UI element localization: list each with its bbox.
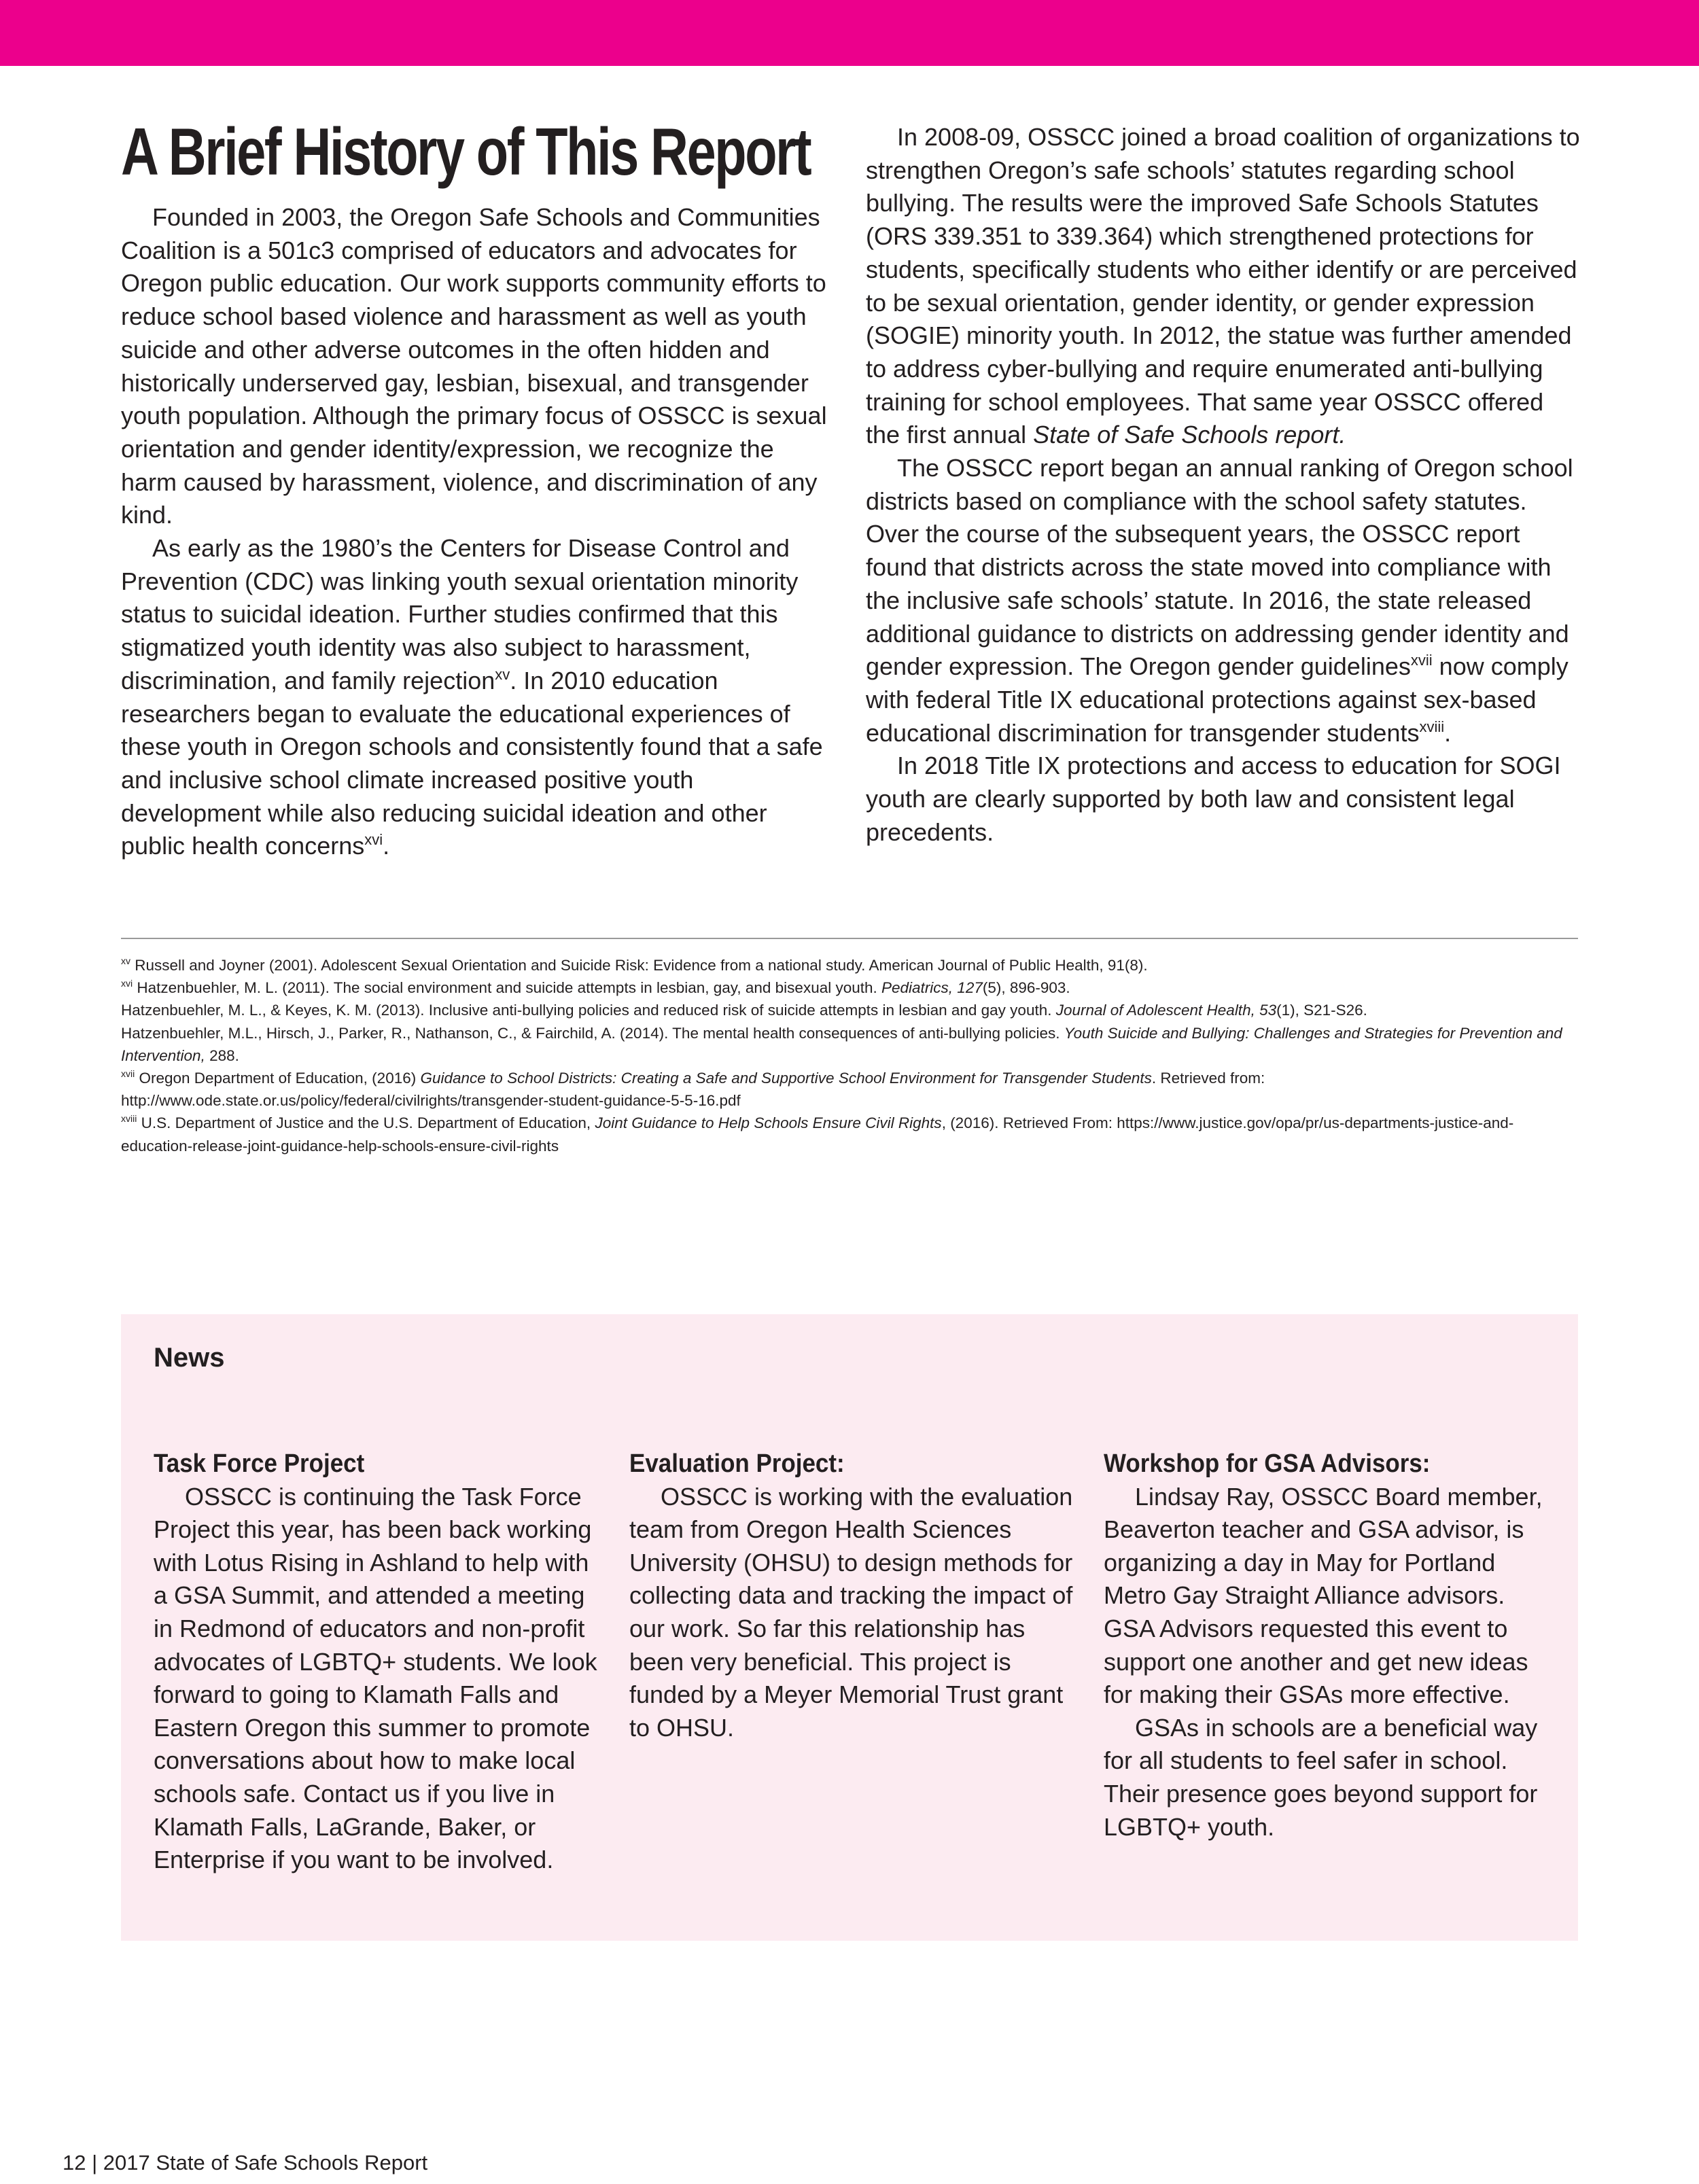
footnote: Hatzenbuehler, M.L., Hirsch, J., Parker, R., Nathanson, C., & Fairchild, A. (2014). The mental health consequences of anti-bullying policies. Youth Suicide and Bullying: Challenges and Strategies for Prevention and Intervention, 288. xyxy=(121,1024,1562,1064)
news-item-title: Workshop for GSA Advisors: xyxy=(1104,1449,1431,1478)
article-right-column xyxy=(866,121,1583,849)
news-item-evaluation xyxy=(629,1447,1085,1744)
footnote: $^{xvii}$ Oregon Department of Education, (2016) Guidance to School Districts: Creating a Safe and Supportive School Environment for Transgender Students. Retrieved from: http://www.ode.state.or.us/policy/federal/civilrights/transgender-student-guidance-5-5-16.pdf xyxy=(121,1068,1265,1110)
news-item-title: Evaluation Project: xyxy=(629,1449,845,1478)
article-left-column xyxy=(121,201,828,863)
news-item-text: OSSCC is working with the evaluation team from Oregon Health Sciences University (OHSU) to design methods for collecting data and tracking the impact of our work. So far this relationship has been very beneficial. This project is funded by a Meyer Memorial Trust grant to OHSU. xyxy=(629,1482,1073,1742)
footnote-ref: xvii xyxy=(1410,652,1433,669)
news-item-text: OSSCC is continuing the Task Force Project this year, has been back working with Lotus Rising in Ashland to help with a GSA Summit, and attended a meeting in Redmond of educators and non-profit advocates of LGBTQ+ students. We look forward to going to Klamath Falls and Eastern Oregon this summer to promote conversations about how to make local schools safe. Contact us if you live in Klamath Falls, LaGrande, Baker, or Enterprise if you want to be involved. xyxy=(154,1482,597,1874)
article-paragraph: As early as the 1980’s the Centers for Disease Control and Prevention (CDC) was linking youth sexual orientation minority status to suicidal ideation. Further studies confirmed that this stigmatized youth identity was also subject to harassment, discrimination, and family rejection$^{xv}$. In 2010 education researchers began to evaluate the educational experiences of these youth in Oregon schools and consistently found that a safe and inclusive school climate increased positive youth development while also reducing suicidal ideation and other public health concerns$^{xvi}$. xyxy=(121,534,823,860)
news-item-text: Lindsay Ray, OSSCC Board member, Beaverton teacher and GSA advisor, is organizing a day in May for Portland Metro Gay Straight Alliance advisors. GSA Advisors requested this event to support one another and get new ideas for making their GSAs more effective. xyxy=(1104,1482,1543,1709)
footnote: $^{xvi}$ Hatzenbuehler, M. L. (2011). The social environment and suicide attempts in lesbian, gay, and bisexual youth. Pediatrics, 127(5), 896-903. xyxy=(121,978,1070,997)
news-item-text: GSAs in schools are a beneficial way for all students to feel safer in school. Their presence goes beyond support for LGBTQ+ youth. xyxy=(1104,1713,1538,1841)
footnote-ref: xv xyxy=(495,665,510,683)
article-paragraph: The OSSCC report began an annual ranking of Oregon school districts based on compliance with the school safety statutes. Over the course of the subsequent years, the OSSCC report found that districts across the state moved into compliance with the inclusive safe schools’ statute. In 2016, the state released additional guidance to districts on addressing gender identity and gender expression. The Oregon gender guidelines$^{xvii}$ now comply with federal Title IX educational protections against sex-based educational discrimination for transgender students$^{xviii}$. xyxy=(866,454,1573,747)
footnote-ref: xvi xyxy=(364,831,383,849)
article-paragraph: In 2008-09, OSSCC joined a broad coalition of organizations to strengthen Oregon’s safe schools’ statutes regarding school bullying. The results were the improved Safe Schools Statutes (ORS 339.351 to 339.364) which strengthened protections for students, specifically students who either identify or are perceived to be sexual orientation, gender identity, or gender expression (SOGIE) minority youth. In 2012, the statue was further amended to address cyber-bullying and require enumerated anti-bullying training for school employees. That same year OSSCC offered the first annual State of Safe Schools report. xyxy=(866,123,1580,449)
footnotes xyxy=(121,954,1582,1157)
page-footer: 12 | 2017 State of Safe Schools Report xyxy=(63,2151,428,2174)
news-heading: News xyxy=(154,1343,225,1373)
footnote-ref: xviii xyxy=(1419,718,1445,735)
footnote: $^{xviii}$ U.S. Department of Justice and the U.S. Department of Education, Joint Guidance to Help Schools Ensure Civil Rights, (2016). Retrieved From: https://www.justice.gov/opa/pr/us-departments-justice-and-education-release-joint-guidance-help-schools-ensure-civil-rights xyxy=(121,1113,1514,1155)
news-item-title: Task Force Project xyxy=(154,1449,365,1478)
page-title: A Brief History of This Report xyxy=(121,114,811,189)
article-paragraph: In 2018 Title IX protections and access to education for SOGI youth are clearly supported by both law and consistent legal precedents. xyxy=(866,752,1561,846)
article-paragraph: Founded in 2003, the Oregon Safe Schools and Communities Coalition is a 501c3 comprised of educators and advocates for Oregon public education. Our work supports community efforts to reduce school based violence and harassment as well as youth suicide and other adverse outcomes in the often hidden and historically underserved gay, lesbian, bisexual, and transgender youth population. Although the primary focus of OSSCC is sexual orientation and gender identity/expression, we recognize the harm caused by harassment, violence, and discrimination of any kind. xyxy=(121,203,827,529)
footnotes-divider xyxy=(121,938,1578,939)
news-item-task-force xyxy=(154,1447,609,1877)
header-accent-bar xyxy=(0,0,1699,66)
footnote: $^{xv}$ Russell and Joyner (2001). Adolescent Sexual Orientation and Suicide Risk: Evidence from a national study. American Journal of Public Health, 91(8). xyxy=(121,955,1148,974)
footnote: Hatzenbuehler, M. L., & Keyes, K. M. (2013). Inclusive anti-bullying policies and reduced risk of suicide attempts in lesbian and gay youth. Journal of Adolescent Health, 53(1), S21-S26. xyxy=(121,1002,1367,1019)
news-item-workshop xyxy=(1104,1447,1559,1844)
news-box xyxy=(121,1314,1578,1941)
